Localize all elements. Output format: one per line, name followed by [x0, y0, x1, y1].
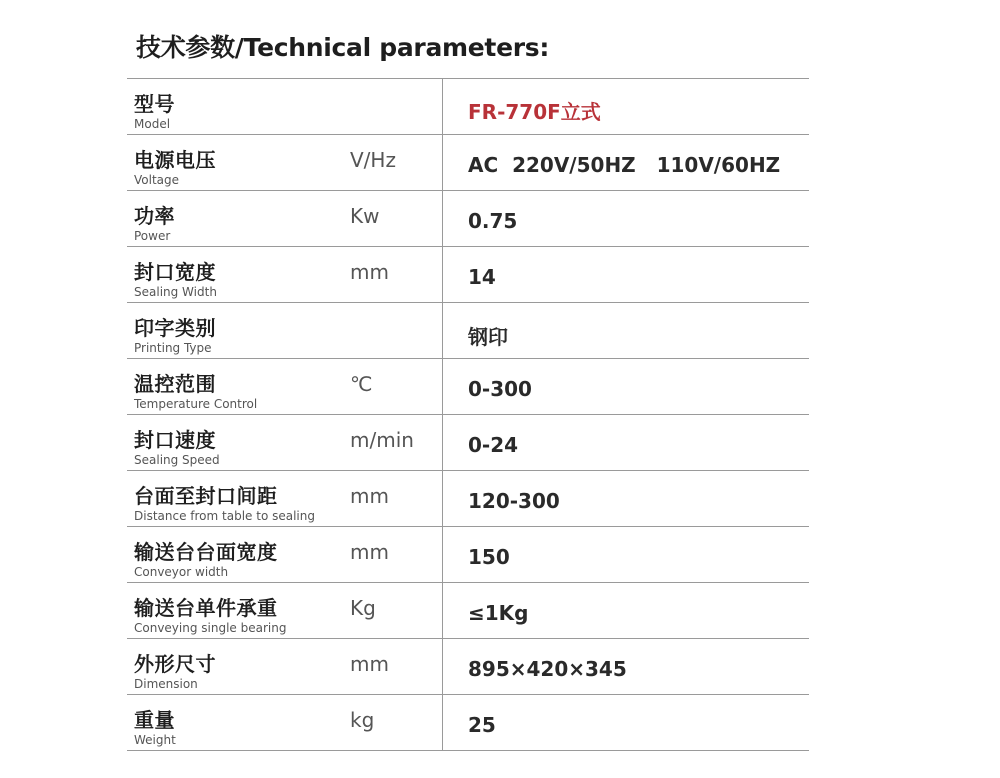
param-value: 0-24: [468, 433, 519, 457]
table-row: [127, 247, 809, 303]
param-value: FR-770F立式: [468, 100, 601, 124]
param-unit: m/min: [350, 428, 414, 452]
param-label-en: Dimension: [134, 677, 198, 691]
param-label-en: Weight: [134, 733, 176, 747]
spec-table: [127, 78, 809, 751]
column-divider: [442, 135, 443, 190]
param-label-zh: 封口速度: [134, 428, 216, 452]
column-divider: [442, 191, 443, 246]
table-row: [127, 359, 809, 415]
column-divider: [442, 303, 443, 358]
table-row: [127, 527, 809, 583]
table-row: [127, 79, 809, 135]
param-value: ≤1Kg: [468, 601, 529, 625]
param-label-zh: 功率: [134, 204, 175, 228]
param-unit: kg: [350, 708, 375, 732]
param-label-zh: 重量: [134, 708, 175, 732]
param-unit: mm: [350, 260, 389, 284]
column-divider: [442, 415, 443, 470]
table-row: [127, 191, 809, 247]
param-unit: Kg: [350, 596, 376, 620]
param-unit: ℃: [350, 372, 373, 396]
table-row: [127, 583, 809, 639]
page-title: 技术参数/Technical parameters:: [136, 33, 550, 62]
column-divider: [442, 583, 443, 638]
param-label-zh: 台面至封口间距: [134, 484, 278, 508]
param-value: 895×420×345: [468, 657, 627, 681]
column-divider: [442, 247, 443, 302]
param-label-en: Temperature Control: [134, 397, 258, 411]
column-divider: [442, 471, 443, 526]
param-label-zh: 印字类别: [134, 316, 216, 340]
param-unit: mm: [350, 540, 389, 564]
table-row: [127, 639, 809, 695]
column-divider: [442, 639, 443, 694]
table-row: [127, 695, 809, 751]
param-label-zh: 电源电压: [134, 148, 216, 172]
param-label-zh: 外形尺寸: [134, 652, 216, 676]
param-label-en: Printing Type: [134, 341, 212, 355]
param-label-zh: 型号: [134, 92, 175, 116]
param-label-zh: 输送台单件承重: [134, 596, 278, 620]
column-divider: [442, 79, 443, 134]
param-label-en: Power: [134, 229, 171, 243]
param-unit: V/Hz: [350, 148, 396, 172]
column-divider: [442, 695, 443, 750]
param-label-en: Sealing Speed: [134, 453, 220, 467]
column-divider: [442, 359, 443, 414]
param-value: 14: [468, 265, 496, 289]
param-value: 0-300: [468, 377, 532, 401]
param-label-en: Conveying single bearing: [134, 621, 287, 635]
table-row: [127, 135, 809, 191]
table-row: [127, 415, 809, 471]
param-label-zh: 温控范围: [134, 372, 216, 396]
param-label-en: Conveyor width: [134, 565, 229, 579]
param-label-en: Voltage: [134, 173, 180, 187]
table-row: [127, 471, 809, 527]
param-value: 0.75: [468, 209, 518, 233]
param-label-en: Model: [134, 117, 171, 131]
param-value: 钢印: [468, 325, 508, 349]
param-unit: mm: [350, 484, 389, 508]
param-unit: Kw: [350, 204, 380, 228]
param-label-en: Distance from table to sealing: [134, 509, 315, 523]
param-value: AC 220V/50HZ 110V/60HZ: [468, 153, 781, 177]
param-value: 150: [468, 545, 510, 569]
param-label-zh: 输送台台面宽度: [134, 540, 278, 564]
param-value: 25: [468, 713, 496, 737]
param-label-zh: 封口宽度: [134, 260, 216, 284]
param-value: 120-300: [468, 489, 560, 513]
param-label-en: Sealing Width: [134, 285, 217, 299]
column-divider: [442, 527, 443, 582]
param-unit: mm: [350, 652, 389, 676]
table-row: [127, 303, 809, 359]
